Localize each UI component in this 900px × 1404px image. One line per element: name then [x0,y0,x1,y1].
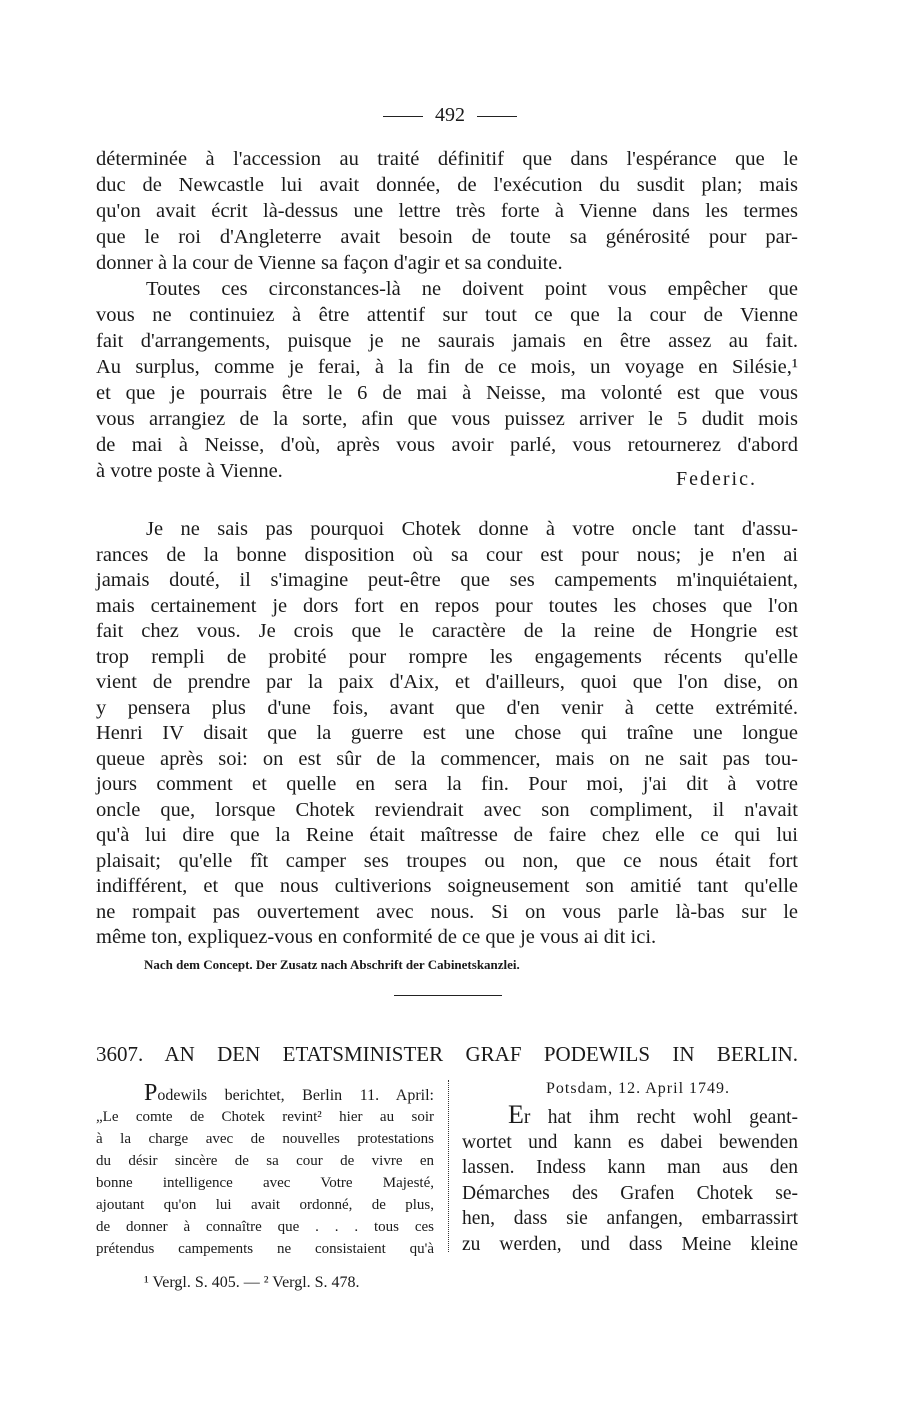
reply-line: zu werden, und dass Meine kleine [462,1234,798,1255]
right-dash [477,116,517,117]
text-line: même ton, expliquez-vous en conformité de ce que je vous ai dit ici. [96,926,657,948]
text-line: y pensera plus d'une fois, avant que d'en venir à cette extrémité. [96,697,798,719]
reply-line: hen, dass sie anfangen, embarrassirt [462,1208,798,1229]
text-line: mais certainement je dors fort en repos pour toutes les choses que l'on [96,595,798,617]
text-line: plaisait; qu'elle fît camper ses troupes ou non, que ce nous était fort [96,850,798,872]
text-line: jamais douté, il s'imagine peut-être que ses campements m'inquiétaient, [96,569,798,591]
text-line: Toutes ces circonstances-là ne doivent point vous empêcher que [146,278,798,300]
page-number: 492 [0,104,900,127]
text-line: jours comment et quelle en sera la fin. Pour moi, j'ai dit à votre [96,773,798,795]
drop-initial: E [508,1100,524,1129]
text-line: oncle que, lorsque Chotek reviendrait avec son compliment, il n'avait [96,799,798,821]
reply-line: lassen. Indess kann man aus den [462,1157,798,1178]
signature: Federic. [676,468,757,490]
text-line: rances de la bonne disposition où sa cour est pour nous; je n'en ai [96,544,798,566]
reply-line: wortet und kann es dabei bewenden [462,1132,798,1153]
text-line: ne rompait pas ouvertement avec nous. Si on vous parle là-bas sur le [96,901,798,923]
drop-initial: P [144,1080,158,1106]
text-line: Henri IV disait que la guerre est une chose qui traîne une longue [96,722,798,744]
text-line: trop rempli de probité pour rompre les engagements récents qu'elle [96,646,798,668]
text-line: qu'on avait écrit là-dessus une lettre très forte à Vienne dans les termes [96,200,798,222]
text-line: fait chez vous. Je crois que le caractère de la reine de Hongrie est [96,620,798,642]
text-line: duc de Newcastle lui avait donnée, de l'exécution du susdit plan; mais [96,174,798,196]
text-line: queue après soi: on est sûr de la commencer, mais on ne sait pas tou- [96,748,798,770]
place-date: Potsdam, 12. April 1749. [546,1080,731,1097]
text-line: Au surplus, comme je ferai, à la fin de ce mois, un voyage en Silésie,¹ [96,356,798,378]
text-line: que le roi d'Angleterre avait besoin de toute sa générosité pour par- [96,226,798,248]
summary-line: à la charge avec de nouvelles protestations [96,1131,434,1147]
text-line: fait d'arrangements, puisque je ne saurais jamais en être assez au fait. [96,330,798,352]
document-heading: 3607. AN DEN ETATSMINISTER GRAF PODEWILS IN BERLIN. [96,1042,798,1066]
text-line: donner à la cour de Vienne sa façon d'agir et sa conduite. [96,252,563,274]
reply-line: Démarches des Grafen Chotek se- [462,1183,798,1204]
text-line: vous ne continuiez à être attentif sur tout ce que la cour de Vienne [96,304,798,326]
summary-line: bonne intelligence avec Votre Majesté, [96,1175,434,1191]
text-line: à votre poste à Vienne. [96,460,283,482]
source-note: Nach dem Concept. Der Zusatz nach Abschrift der Cabinetskanzlei. [144,957,520,972]
column-divider [448,1080,449,1252]
footnotes: ¹ Vergl. S. 405. — ² Vergl. S. 478. [144,1274,360,1291]
section-rule [394,995,502,996]
text-line: déterminée à l'accession au traité définitif que dans l'espérance que le [96,148,798,170]
summary-line: Podewils berichtet, Berlin 11. April: [144,1080,434,1106]
summary-line: prétendus campements ne consistaient qu'à [96,1241,434,1257]
text-line: de mai à Neisse, d'où, après vous avoir parlé, vous retournerez d'abord [96,434,798,456]
text-line: Je ne sais pas pourquoi Chotek donne à votre oncle tant d'assu- [146,518,798,540]
text-line: indifférent, et que nous cultiverions soigneusement son amitié tant qu'elle [96,875,798,897]
summary-line: de donner à connaître que . . . tous ces [96,1219,434,1235]
summary-line: du désir sincère de sa cour de vivre en [96,1153,434,1169]
text-line: vient de prendre par la paix d'Aix, et d'ailleurs, quoi que l'on dise, on [96,671,798,693]
summary-line: ajoutant qu'on lui avait ordonné, de plus, [96,1197,434,1213]
text-line: qu'à lui dire que la Reine était maîtresse de faire chez elle ce qui lui [96,824,798,846]
text-line: et que je pourrais être le 6 de mai à Neisse, ma volonté est que vous [96,382,798,404]
text-line: vous arrangiez de la sorte, afin que vous puissez arriver le 5 dudit mois [96,408,798,430]
summary-line: „Le comte de Chotek revint² hier au soir [96,1109,434,1125]
reply-line: Er hat ihm recht wohl geant- [508,1100,798,1129]
left-dash [383,116,423,117]
